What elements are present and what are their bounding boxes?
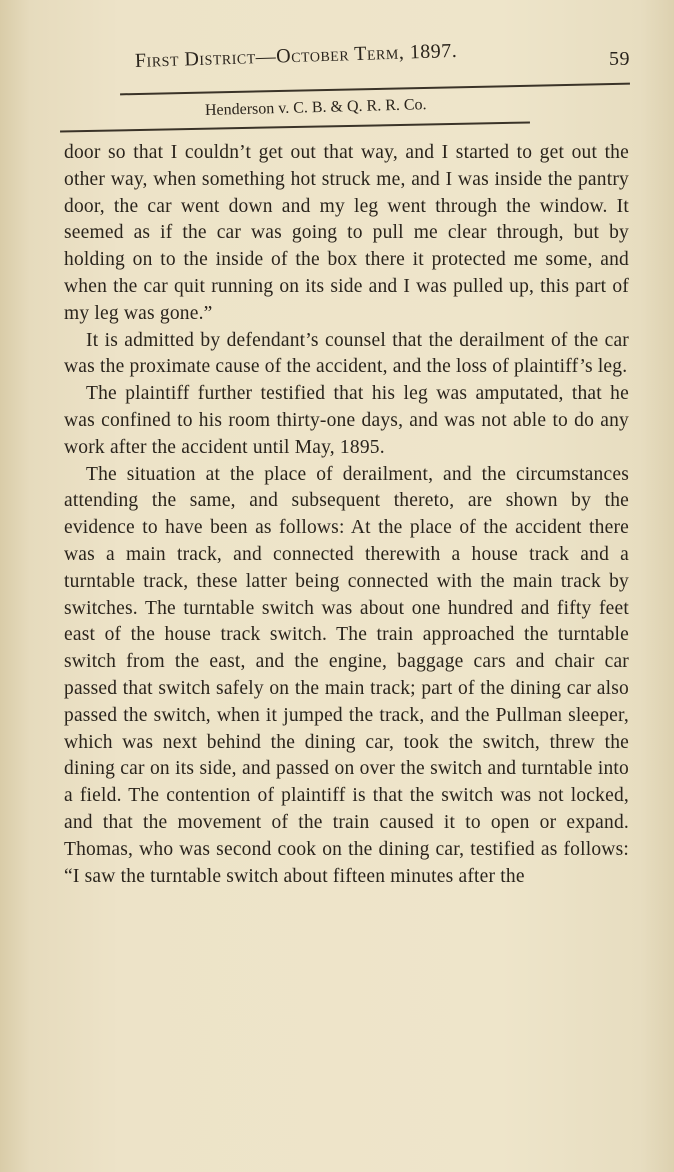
page-header — [134, 39, 630, 82]
paragraph-continued: door so that I couldn’t get out that way, and I started to get out the other way, when something hot struck me, and I was inside the pantry door, the car went down and my leg went through the window. It seemed as if the car was going to pull me clear through, but by holding on to the inside of the box there it protected me some, and when the car quit running on its side and I was pulled up, this part of my leg was gone.” — [64, 142, 629, 324]
body-text — [64, 140, 629, 890]
page-number: 59 — [609, 48, 630, 70]
header-rule — [120, 83, 630, 95]
paragraph: It is admitted by defendant’s counsel that the derailment of the car was the proximate cause of the accident, and the loss of plaintiff’s leg. — [64, 329, 629, 378]
case-title: Henderson v. C. B. & Q. R. R. Co. — [204, 96, 427, 119]
case-title-rule — [60, 121, 530, 132]
running-head: First District—October Term, 1897. — [134, 39, 458, 72]
paragraph: The plaintiff further testified that his leg was amputated, that he was confined to his room thirty-one days, and was not able to do any work after the accident until May, 1895. — [64, 383, 629, 458]
paragraph: The situation at the place of derailment, and the circumstances attending the same, and subsequent thereto, are shown by the evidence to have been as follows: At the place of the accident there was a main track, and connected therewith a house track and a turntable track, these latter being connected with the main track by switches. The turntable switch was about one hundred and fifty feet east of the house track switch. The train approached the turntable switch from the east, and the engine, baggage cars and chair car passed that switch safely on the main track; part of the dining car also passed the switch, when it jumped the track, and the Pullman sleeper, which was next behind the dining car, took the switch, threw the dining car on its side, and passed on over the switch and turntable into a field. The contention of plaintiff is that the switch was not locked, and that the movement of the train caused it to open or expand. Thomas, who was second cook on the dining car, testified as follows: “I saw the turntable switch about fifteen minutes after the — [64, 463, 629, 887]
